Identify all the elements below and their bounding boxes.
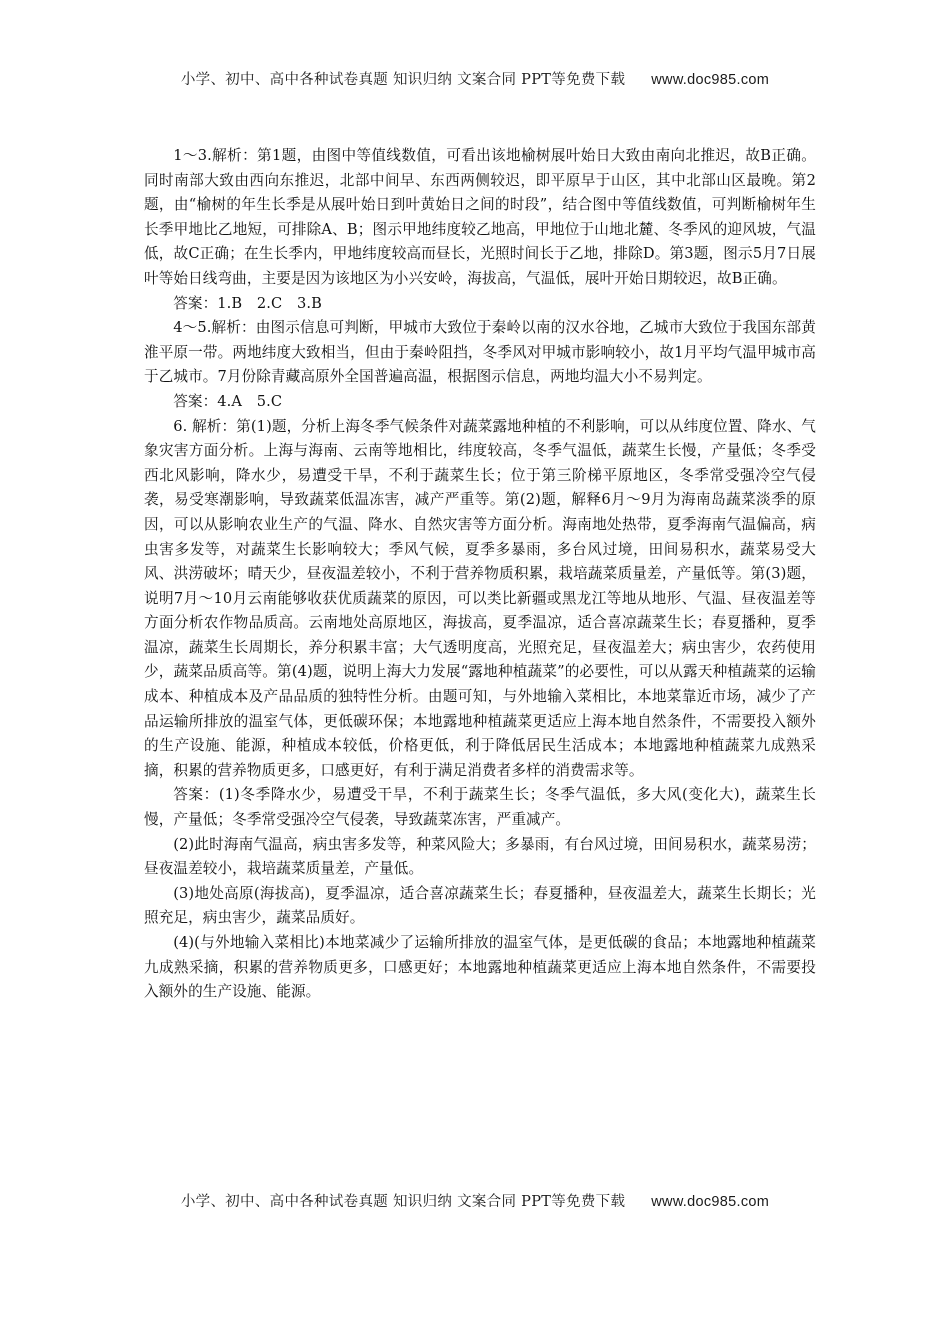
answer-q6-part3: (3)地处高原(海拔高)，夏季温凉，适合喜凉蔬菜生长；春夏播种，昼夜温差大，蔬菜生长期长；光照充足，病虫害少，蔬菜品质好。 [144,884,816,927]
header-text: 小学、初中、高中各种试卷真题 知识归纳 文案合同 PPT等免费下载 [180,72,626,88]
answer-q6-part1: 答案：(1)冬季降水少，易遭受干旱，不利于蔬菜生长；冬季气温低，多大风(变化大)，蔬菜生长慢，产量低；冬季常受强冷空气侵袭，导致蔬菜冻害，严重减产。 [144,786,816,829]
answer-q4-5: 答案：4.A 5.C [173,392,283,410]
answer-q6-part4: (4)(与外地输入菜相比)本地菜减少了运输所排放的温室气体，是更低碳的食品；本地露地种植蔬菜九成熟采摘，积累的营养物质更多，口感更好；本地露地种植蔬菜更适应上海本地自然条件，不需要投入额外的生产设施、能源。 [144,934,816,1001]
analysis-q4-5: 4～5.解析：由图示信息可判断，甲城市大致位于秦岭以南的汉水谷地，乙城市大致位于我国东部黄淮平原一带。两地纬度大致相当，但由于秦岭阻挡，冬季风对甲城市影响较小，故1月平均气温甲城市高于乙城市。7月份除青藏高原外全国普遍高温，根据图示信息，两地均温大小不易判定。 [144,319,816,386]
analysis-q6: 6. 解析：第(1)题，分析上海冬季气候条件对蔬菜露地种植的不利影响，可以从纬度位置、降水、气象灾害方面分析。上海与海南、云南等地相比，纬度较高，冬季气温低，蔬菜生长慢，产量低；冬季受西北风影响，降水少，易遭受干旱，不利于蔬菜生长；位于第三阶梯平原地区，冬季常受强冷空气侵袭，易受寒潮影响，导致蔬菜低温冻害，减产严重等。第(2)题，解释6月～9月为海南岛蔬菜淡季的原因，可以从影响农业生产的气温、降水、自然灾害等方面分析。海南地处热带，夏季海南气温偏高，病虫害多发等，对蔬菜生长影响较大；季风气候，夏季多暴雨，多台风过境，田间易积水，蔬菜易受大风、洪涝破坏；晴天少，昼夜温差较小，不利于营养物质积累，栽培蔬菜质量差，产量低等。第(3)题，说明7月～10月云南能够收获优质蔬菜的原因，可以类比新疆或黑龙江等地从地形、气温、昼夜温差等方面分析农作物品质高。云南地处高原地区，海拔高，夏季温凉，适合喜凉蔬菜生长；春夏播种，夏季温凉，蔬菜生长周期长，养分积累丰富；大气透明度高，光照充足，昼夜温差大；病虫害少，农药使用少，蔬菜品质高等。第(4)题，说明上海大力发展“露地种植蔬菜”的必要性，可以从露天种植蔬菜的运输成本、种植成本及产品品质的独特性分析。由题可知，与外地输入菜相比，本地菜靠近市场，减少了产品运输所排放的温室气体，更低碳环保；本地露地种植蔬菜更适应上海本地自然条件，不需要投入额外的生产设施、能源，种植成本较低，价格更低，利于降低居民生活成本；本地露地种植蔬菜九成熟采摘，积累的营养物质更多，口感更好，有利于满足消费者多样的消费需求等。 [144,417,816,779]
answer-q1-3: 答案：1.B 2.C 3.B [173,294,322,312]
page-footer [0,1190,950,1211]
page-header [0,68,950,89]
document-body [144,144,816,1005]
header-site-link[interactable]: www.doc985.com [651,72,770,88]
answer-q6-part2: (2)此时海南气温高，病虫害多发等，种菜风险大；多暴雨，有台风过境，田间易积水，蔬菜易涝；昼夜温差较小，栽培蔬菜质量差，产量低。 [144,835,816,878]
footer-text: 小学、初中、高中各种试卷真题 知识归纳 文案合同 PPT等免费下载 [180,1194,626,1210]
analysis-q1-3: 1～3.解析：第1题，由图中等值线数值，可看出该地榆树展叶始日大致由南向北推迟，故B正确。同时南部大致由西向东推迟，北部中间早、东西两侧较迟，即平原早于山区，其中北部山区最晚。第2题，由“榆树的年生长季是从展叶始日到叶黄始日之间的时段”，结合图中等值线数值，可判断榆树年生长季甲地比乙地短，可排除A、B；图示甲地纬度较乙地高，甲地位于山地北麓、冬季风的迎风坡，气温低，故C正确；在生长季内，甲地纬度较高而昼长，光照时间长于乙地，排除D。第3题，图示5月7日展叶等始日线弯曲，主要是因为该地区为小兴安岭，海拔高，气温低，展叶开始日期较迟，故B正确。 [144,147,816,287]
footer-site-link[interactable]: www.doc985.com [651,1194,770,1210]
